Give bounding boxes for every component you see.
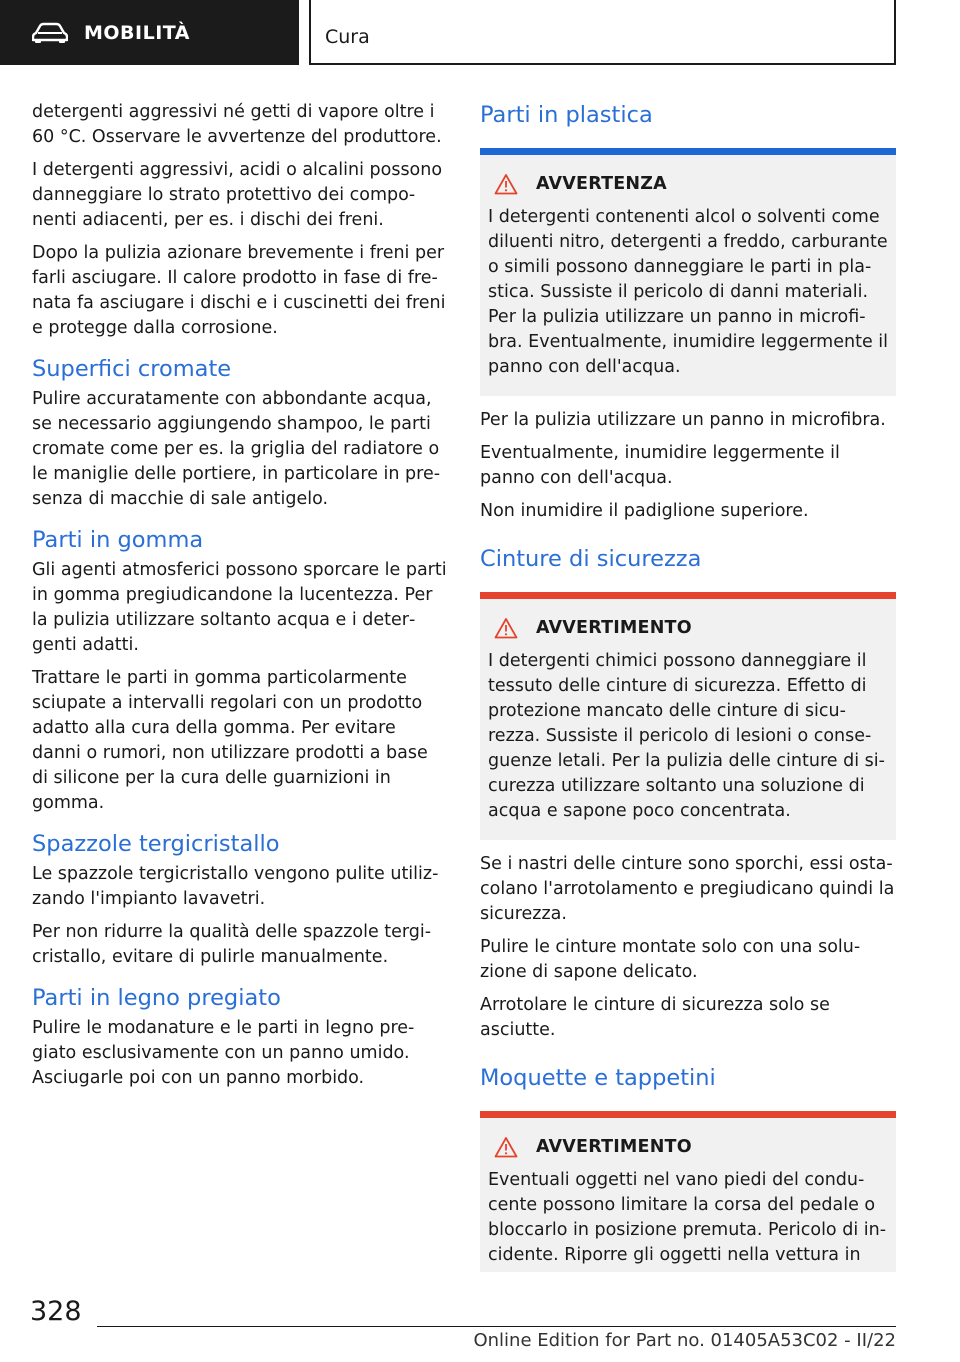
paragraph: I detergenti aggressivi, acidi o alcalini possono danneggiare lo strato protettivo dei componenti adiacenti, per es. i dischi dei freni. — [32, 160, 443, 230]
warning-title: AVVERTENZA — [536, 174, 667, 194]
section-title: Cura — [325, 26, 370, 48]
paragraph: Non inumidire il padiglione superiore. — [480, 501, 809, 521]
paragraph: Per non ridurre la qualità delle spazzole tergicristallo, evitare di pulirle manualmente. — [32, 922, 432, 967]
page-number: 328 — [30, 1296, 82, 1327]
chapter-tab — [0, 0, 299, 65]
car-icon — [32, 22, 68, 44]
paragraph: Se i nastri delle cinture sono sporchi, essi ostacolano l'arrotolamento e pregiudicano quindi la sicurezza. — [480, 854, 895, 924]
warning-triangle-icon — [494, 1136, 518, 1158]
heading-cinture-di-sicurezza: Cinture di sicurezza — [480, 546, 702, 572]
paragraph: Eventualmente, inumidire leggermente il panno con dell'acqua. — [480, 443, 840, 488]
notice-bar — [480, 148, 896, 155]
warning-text: I detergenti chimici possono danneggiare il tessuto delle cinture di sicurezza. Effetto di protezione mancato delle cinture di sicurezza. Sussiste il pericolo di lesioni o conseguenze letali. Per la pulizia delle cinture di sicurezza utilizzare soltanto una soluzione di acqua e sapone poco concentrata. — [488, 651, 885, 821]
warning-title: AVVERTIMENTO — [536, 618, 692, 638]
heading-parti-in-plastica: Parti in plastica — [480, 102, 653, 128]
warning-bar — [480, 1111, 896, 1118]
warning-title: AVVERTIMENTO — [536, 1137, 692, 1157]
warning-header — [488, 617, 888, 639]
footer-divider — [97, 1326, 896, 1327]
warning-triangle-icon — [494, 617, 518, 639]
paragraph: Trattare le parti in gomma particolarmente sciupate a intervalli regolari con un prodotto adatto alla cura della gomma. Per evitare danni o rumori, non utilizzare prodotti a base di silicone per la cura delle guarnizioni in gomma. — [32, 668, 428, 813]
warning-header — [488, 173, 888, 195]
paragraph: Pulire le modanature e le parti in legno pregiato esclusivamente con un panno umido. Asciugarle poi con un panno morbido. — [32, 1018, 415, 1088]
warning-box — [480, 1118, 896, 1272]
paragraph: Dopo la pulizia azionare brevemente i freni per farli asciugare. Il calore prodotto in fase di frenata fa asciugare i dischi e i cuscinetti dei freni e protegge dalla corrosione. — [32, 243, 446, 338]
paragraph: Per la pulizia utilizzare un panno in microfibra. — [480, 410, 886, 430]
heading-moquette-e-tappetini: Moquette e tappetini — [480, 1065, 716, 1091]
warning-box — [480, 599, 896, 840]
warning-text: Eventuali oggetti nel vano piedi del conducente possono limitare la corsa del pedale o bloccarlo in posizione premuta. Pericolo di incidente. Riporre gli oggetti nella vettura in — [488, 1170, 887, 1265]
paragraph: Pulire accuratamente con abbondante acqua, se necessario aggiungendo shampoo, le parti cromate come per es. la griglia del radiatore o le maniglie delle portiere, in particolare in presenza di macchie di sale antigelo. — [32, 389, 441, 509]
heading-spazzole-tergicristallo: Spazzole tergicristallo — [32, 831, 280, 857]
paragraph: Arrotolare le cinture di sicurezza solo se asciutte. — [480, 995, 830, 1040]
warning-box — [480, 155, 896, 396]
paragraph: detergenti aggressivi né getti di vapore oltre i 60 °C. Osservare le avvertenze del produttore. — [32, 102, 442, 147]
warning-text: I detergenti contenenti alcol o solventi come diluenti nitro, detergenti a freddo, carburante o simili possono danneggiare le parti in plastica. Sussiste il pericolo di danni materiali. Per la pulizia utilizzare un panno in microfibra. Eventualmente, inumidire leggermente il panno con dell'acqua. — [488, 207, 889, 377]
heading-parti-in-gomma: Parti in gomma — [32, 527, 204, 553]
warning-triangle-icon — [494, 173, 518, 195]
paragraph: Pulire le cinture montate solo con una soluzione di sapone delicato. — [480, 937, 861, 982]
edition-label: Online Edition for Part no. 01405A53C02 - II/22 — [473, 1330, 896, 1351]
paragraph: Gli agenti atmosferici possono sporcare le parti in gomma pregiudicandone la lucentezza. Per la pulizia utilizzare soltanto acqua e i detergenti adatti. — [32, 560, 447, 655]
section-header — [309, 0, 896, 65]
paragraph: Le spazzole tergicristallo vengono pulite utilizzando l'impianto lavavetri. — [32, 864, 439, 909]
right-column — [480, 100, 896, 1284]
warning-header — [488, 1136, 888, 1158]
warning-bar — [480, 592, 896, 599]
left-column — [32, 100, 447, 1099]
heading-superfici-cromate: Superfici cromate — [32, 356, 232, 382]
chapter-title: MOBILITÀ — [84, 21, 190, 44]
heading-parti-in-legno: Parti in legno pregiato — [32, 985, 281, 1011]
